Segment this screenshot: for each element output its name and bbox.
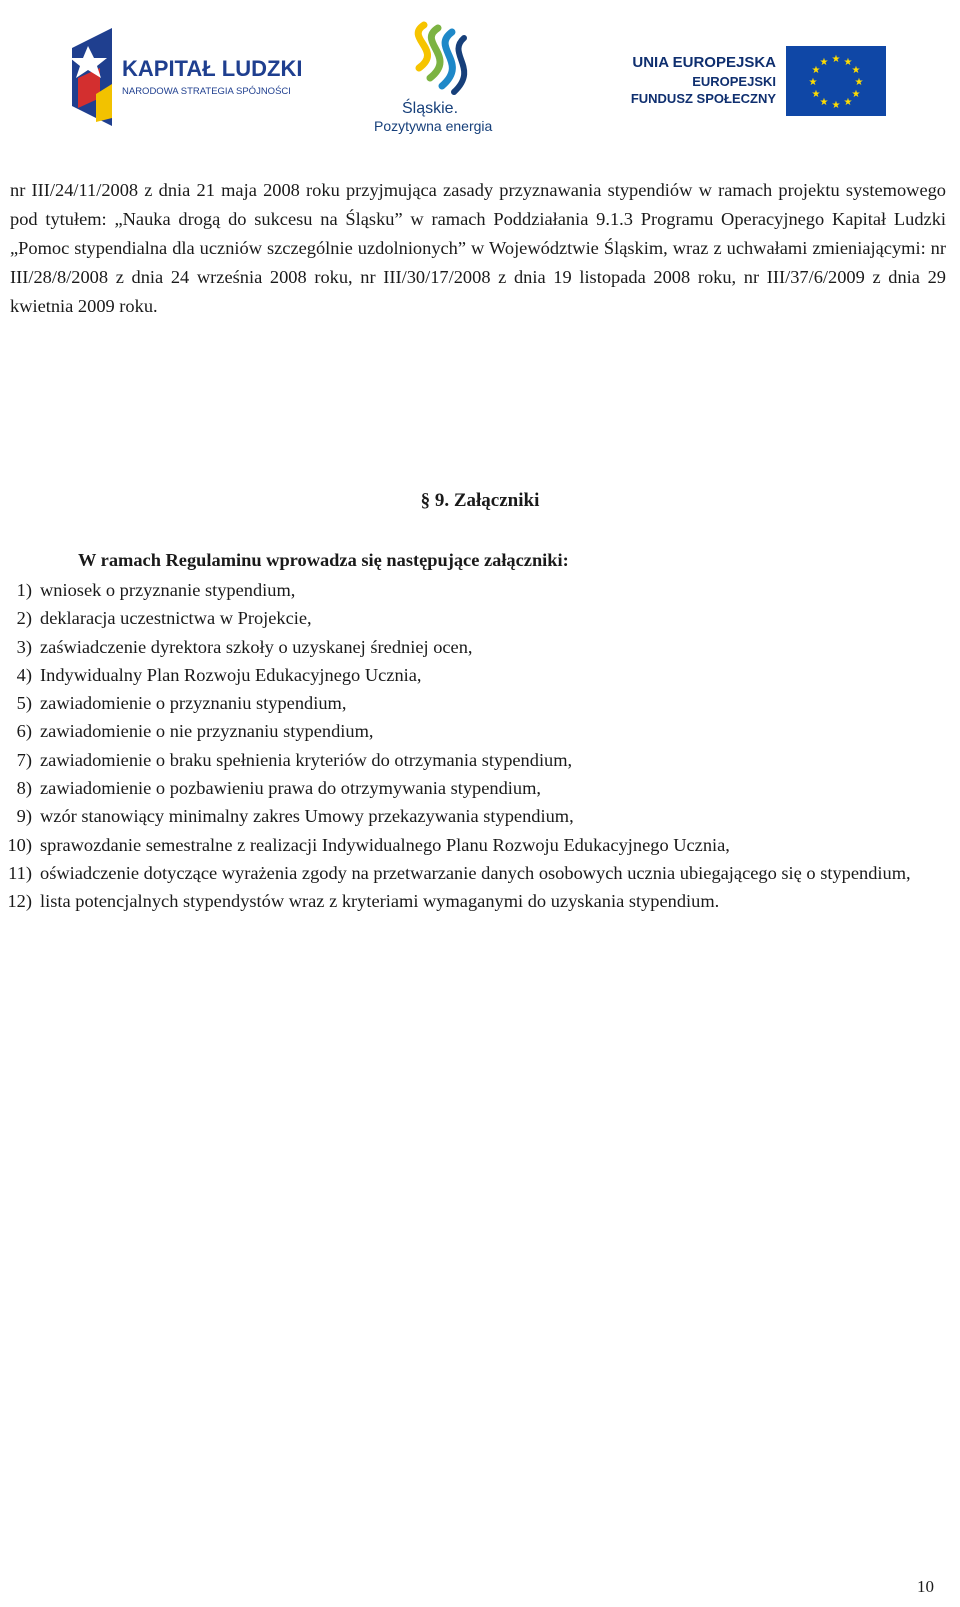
svg-text:★: ★ [831, 54, 841, 65]
list-item [0, 802, 960, 830]
svg-text:★: ★ [811, 89, 821, 100]
list-item-number: 8) [16, 778, 32, 799]
list-item-text: zawiadomienie o nie przyznaniu stypendium, [40, 721, 374, 742]
svg-text:★: ★ [851, 89, 861, 100]
list-item-number: 11) [8, 862, 32, 883]
list-item-text: wniosek o przyznanie stypendium, [40, 580, 296, 600]
svg-text:★: ★ [819, 57, 829, 68]
svg-text:★: ★ [831, 100, 841, 111]
svg-text:★: ★ [843, 57, 853, 68]
list-item-number: 5) [16, 693, 32, 714]
svg-text:★: ★ [819, 97, 829, 108]
list-item-number: 10) [7, 834, 32, 855]
list-item-number: 12) [7, 891, 32, 912]
page-number: 10 [917, 1577, 934, 1596]
svg-text:★: ★ [808, 77, 818, 88]
list-item-number: 3) [16, 636, 32, 657]
list-item-number: 9) [16, 806, 32, 827]
list-item [0, 887, 960, 915]
list-item [0, 746, 960, 774]
list-item-text: zaświadczenie dyrektora szkoły o uzyskanej średniej ocen, [40, 636, 473, 657]
kapital-ludzki-title: KAPITAŁ LUDZKI [122, 56, 303, 81]
eu-flag-icon [786, 46, 886, 116]
list-item [0, 604, 960, 632]
list-item [0, 774, 960, 802]
list-item-text: zawiadomienie o przyznaniu stypendium, [40, 693, 347, 714]
list-item-number: 2) [16, 608, 32, 629]
list-item [0, 633, 960, 661]
intro-paragraph: nr III/24/11/2008 z dnia 21 maja 2008 roku przyjmująca zasady przyznawania stypendiów w ramach projektu systemowego pod tytułem: „Nauka drogą do sukcesu na Śląsku” w ramach Poddziałania 9.1.3 Programu Operacyjnego Kapitał Ludzki „Pomoc stypendialna dla uczniów szczególnie uzdolnionych” w Województwie Śląskim, wraz z uchwałami zmieniającymi: nr III/28/8/2008 z dnia 24 września 2008 roku, nr III/30/17/2008 z dnia 19 listopada 2008 roku, nr III/37/6/2009 z dnia 29 kwietnia 2009 roku. [10, 180, 946, 317]
list-item [0, 689, 960, 717]
list-item-text: zawiadomienie o pozbawieniu prawa do otrzymywania stypendium, [40, 778, 541, 799]
slaskie-name: Śląskie. [402, 100, 459, 117]
list-item-text: sprawozdanie semestralne z realizacji Indywidualnego Planu Rozwoju Edukacyjnego Ucznia, [40, 834, 730, 855]
list-item [0, 831, 960, 859]
eu-line3: FUNDUSZ SPOŁECZNY [630, 91, 776, 106]
slaskie-logo [364, 20, 494, 134]
list-item-text: zawiadomienie o braku spełnienia kryteriów do otrzymania stypendium, [40, 749, 573, 770]
list-item-text: oświadczenie dotyczące wyrażenia zgody na przetwarzanie danych osobowych ucznia ubiegającego się o stypendium, [40, 862, 911, 883]
svg-text:★: ★ [811, 65, 821, 76]
list-item [0, 859, 960, 887]
svg-text:★: ★ [851, 65, 861, 76]
section-intro: W ramach Regulaminu wprowadza się następujące załączniki: [78, 550, 569, 570]
kapital-ludzki-subtitle: NARODOWA STRATEGIA SPÓJNOŚCI [122, 86, 291, 97]
page-header [0, 0, 960, 150]
list-item-text: Indywidualny Plan Rozwoju Edukacyjnego Ucznia, [40, 664, 422, 685]
list-item-number: 1) [16, 580, 32, 600]
list-item-text: wzór stanowiący minimalny zakres Umowy przekazywania stypendium, [40, 806, 574, 827]
svg-text:★: ★ [843, 97, 853, 108]
eu-line1: UNIA EUROPEJSKA [632, 54, 776, 71]
list-item-text: lista potencjalnych stypendystów wraz z kryteriami wymaganymi do uzyskania stypendium. [40, 891, 720, 912]
slaskie-tagline: Pozytywna energia [374, 118, 493, 134]
svg-text:★: ★ [854, 77, 864, 88]
list-item-number: 6) [16, 721, 32, 742]
attachments-list [0, 576, 960, 916]
kapital-ludzki-logo [72, 28, 303, 126]
list-item-text: deklaracja uczestnictwa w Projekcie, [40, 608, 312, 629]
eu-line2: EUROPEJSKI [692, 74, 776, 89]
list-item [0, 717, 960, 745]
section-heading: § 9. Załączniki [420, 490, 540, 511]
list-item-number: 4) [16, 664, 32, 685]
slaskie-waves-icon [364, 20, 494, 100]
list-item [0, 576, 960, 604]
list-item [0, 661, 960, 689]
list-item-number: 7) [16, 749, 32, 770]
